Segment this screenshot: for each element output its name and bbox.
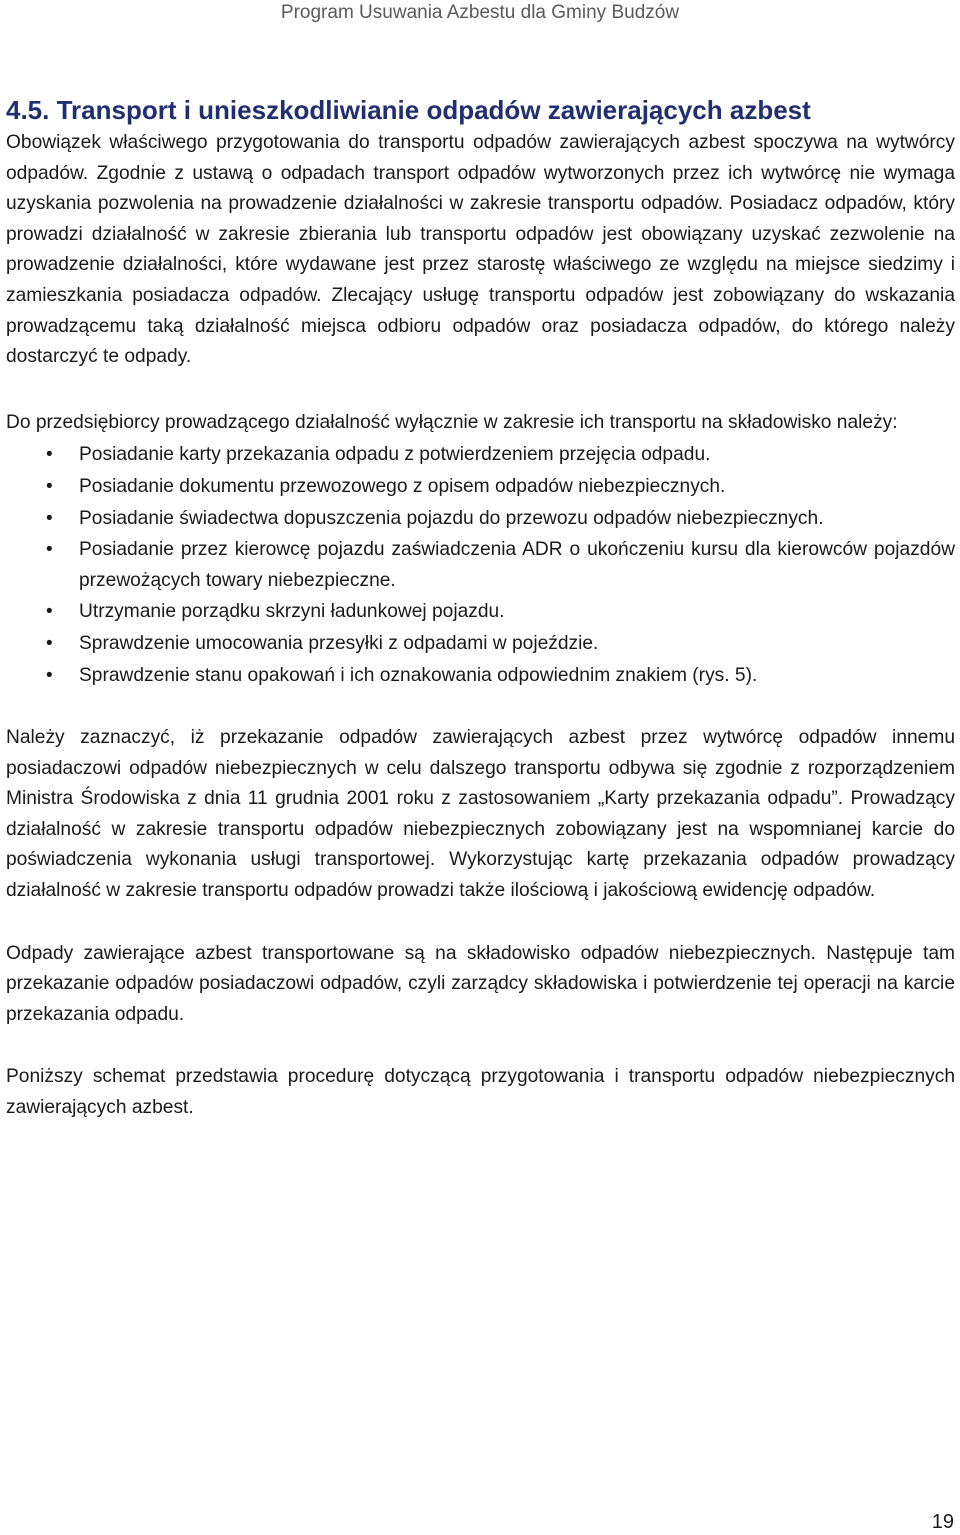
bullet-icon: • (46, 507, 53, 529)
paragraph-carrier-duties-intro: Do przedsiębiorcy prowadzącego działalność wyłącznie w zakresie ich transportu na składowisko należy: (6, 411, 898, 433)
paragraph-transport-obligation: Obowiązek właściwego przygotowania do transportu odpadów zawierających azbest spoczywa na wytwórcy odpadów. Zgodnie z ustawą o odpadach transport odpadów wytworzonych przez ich wytwórcę nie wymaga uzyskania pozwolenia na prowadzenie działalności w zakresie transportu odpadów. Posiadacz odpadów, który prowadzi działalność w zakresie zbierania lub transportu odpadów jest obowiązany uzyskać zezwolenie na prowadzenie działalności, które wydawane jest przez starostę właściwego ze względu na miejsce siedzimy i zamieszkania posiadacza odpadów. Zlecający usługę transportu odpadów jest zobowiązany do wskazania prowadzącemu taką działalność miejsca odbioru odpadów oraz posiadacza odpadów, do którego należy dostarczyć te odpady. (6, 132, 955, 368)
bullet-icon: • (46, 444, 53, 466)
list-item (6, 597, 955, 628)
section-title: 4.5. Transport i unieszkodliwianie odpadów zawierających azbest (6, 95, 811, 125)
paragraph-diagram-intro: Poniższy schemat przedstawia procedurę dotyczącą przygotowania i transportu odpadów niebezpiecznych zawierających azbest. (6, 1066, 955, 1119)
list-item-text: Sprawdzenie umocowania przesyłki z odpadami w pojeździe. (79, 632, 599, 654)
list-item (6, 535, 955, 596)
running-header: Program Usuwania Azbestu dla Gminy Budzów (280, 2, 680, 23)
list-item-text: Utrzymanie porządku skrzyni ładunkowej pojazdu. (79, 601, 505, 623)
page-content (6, 92, 955, 1124)
list-item (6, 629, 955, 660)
bullet-icon: • (46, 475, 53, 497)
bullet-icon: • (46, 601, 53, 623)
list-item (6, 472, 955, 503)
list-item-text: Posiadanie dokumentu przewozowego z opisem odpadów niebezpiecznych. (79, 475, 726, 497)
list-item (6, 504, 955, 535)
page-number: 19 (931, 1511, 954, 1533)
paragraph-waste-transfer-card: Należy zaznaczyć, iż przekazanie odpadów zawierających azbest przez wytwórcę odpadów innemu posiadaczowi odpadów niebezpiecznych w celu dalszego transportu odbywa się zgodnie z rozporządzeniem Ministra Środowiska z dnia 11 grudnia 2001 roku z zastosowaniem „Karty przekazania odpadu”. Prowadzący działalność w zakresie transportu odpadów niebezpiecznych zobowiązany jest na wspomnianej karcie do poświadczenia wykonania usługi transportowej. Wykorzystując kartę przekazania odpadów prowadzący działalność w zakresie transportu odpadów prowadzi także ilościową i jakościową ewidencję odpadów. (6, 727, 955, 902)
bullet-icon: • (46, 632, 53, 654)
list-item (6, 440, 955, 471)
list-item-text: Posiadanie karty przekazania odpadu z potwierdzeniem przejęcia odpadu. (79, 444, 711, 466)
list-item (6, 661, 955, 692)
list-item-text: Posiadanie świadectwa dopuszczenia pojazdu do przewozu odpadów niebezpiecznych. (79, 507, 824, 529)
carrier-duties-list (6, 440, 955, 691)
bullet-icon: • (46, 664, 53, 686)
list-item-text: Posiadanie przez kierowcę pojazdu zaświadczenia ADR o ukończeniu kursu dla kierowców pojazdów przewożących towary niebezpieczne. (79, 539, 955, 591)
bullet-icon: • (46, 539, 53, 561)
list-item-text: Sprawdzenie stanu opakowań i ich oznakowania odpowiednim znakiem (rys. 5). (79, 664, 758, 686)
paragraph-landfill-transfer: Odpady zawierające azbest transportowane są na składowisko odpadów niebezpiecznych. Następuje tam przekazanie odpadów posiadaczowi odpadów, czyli zarządcy składowiska i potwierdzenie tej operacji na karcie przekazania odpadu. (6, 942, 955, 1025)
